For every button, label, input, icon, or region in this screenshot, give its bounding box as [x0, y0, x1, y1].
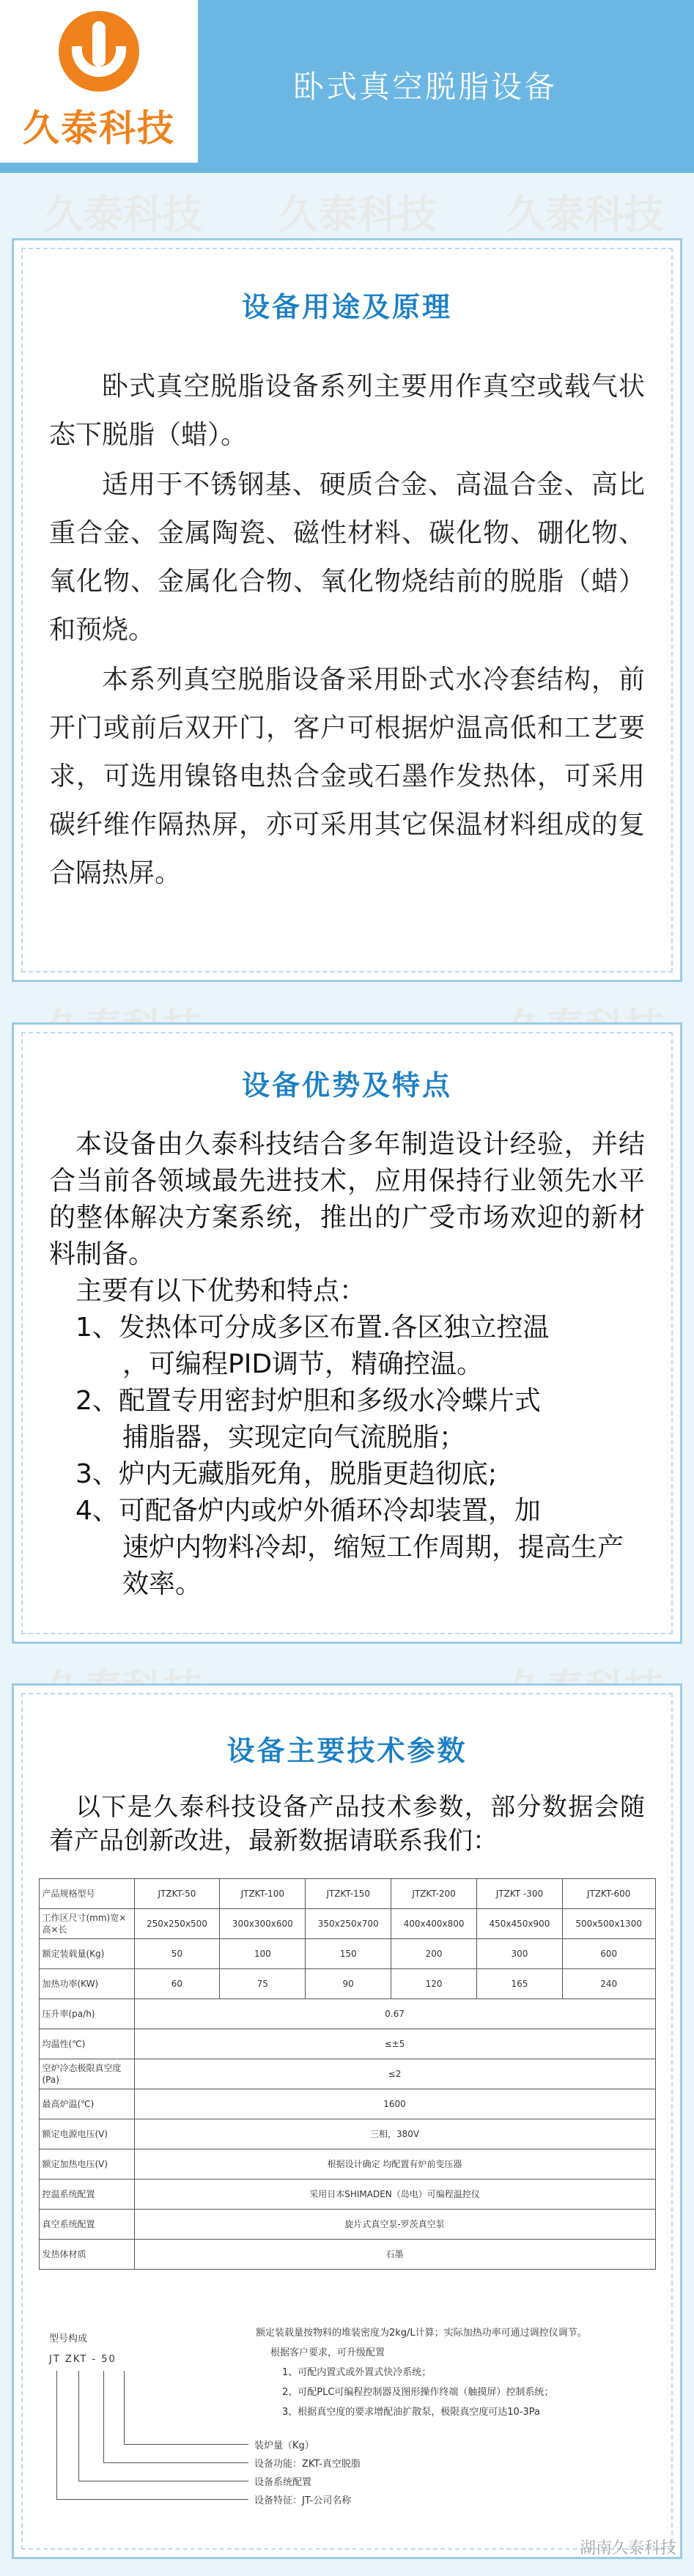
table-cell: 根据设计确定 均配置有炉前变压器 — [134, 2149, 655, 2180]
page-header — [0, 0, 694, 173]
table-cell: 额定装载量(Kg) — [39, 1939, 134, 1969]
table-row — [39, 2180, 655, 2210]
intro-text: 以下是久泰科技设备产品技术参数，部分数据会随着产品创新改进，最新数据请联系我们： — [49, 1793, 645, 1856]
table-row — [39, 1999, 655, 2029]
table-cell: JTZKT-50 — [134, 1879, 220, 1909]
table-cell: 300x300x600 — [220, 1909, 306, 1939]
table-cell: 加热功率(KW) — [39, 1969, 134, 1999]
section-tech-params — [12, 1683, 682, 2559]
model-line: 设备系统配置 — [254, 2477, 312, 2488]
table-cell: 额定电源电压(V) — [39, 2119, 134, 2149]
table-row — [39, 2119, 655, 2149]
table-cell: 旋片式真空泵-罗茨真空泵 — [134, 2210, 655, 2240]
watermark: 久泰科技 — [506, 191, 664, 237]
connector-line — [103, 2462, 248, 2463]
table-cell: 50 — [134, 1939, 220, 1969]
table-cell: ≤2 — [134, 2059, 655, 2089]
connector-line — [124, 2444, 248, 2445]
paragraph: 卧式真空脱脂设备系列主要用作真空或载气状态下脱脂（蜡）。 — [49, 372, 645, 450]
note-line: 1、可配内置式或外置式快冷系统； — [282, 2367, 432, 2378]
table-cell: JTZKT-100 — [220, 1879, 306, 1909]
table-cell: 最高炉温(℃) — [39, 2089, 134, 2119]
paragraph: 适用于不锈钢基、硬质合金、高温合金、高比重合金、金属陶瓷、磁性材料、碳化物、硼化物、氧化物、金属化合物、氧化物烧结前的脱脂（蜡）和预烧。 — [49, 470, 645, 645]
paragraph: 本系列真空脱脂设备采用卧式水冷套结构，前开门或前后双开门，客户可根据炉温高低和工艺要求，可选用镍铬电热合金或石墨作发热体，可采用碳纤维作隔热屏，亦可采用其它保温材料组成的复合隔热屏。 — [49, 665, 645, 888]
logo-icon — [59, 11, 139, 92]
table-cell: 采用日本SHIMADEN（岛电）可编程温控仪 — [134, 2180, 655, 2210]
model-line: 装炉量（Kg） — [254, 2440, 314, 2451]
connector-line — [56, 2499, 248, 2500]
table-cell: 均温性(℃) — [39, 2029, 134, 2059]
table-cell: 400x400x800 — [391, 1909, 477, 1939]
table-cell: 100 — [220, 1939, 306, 1969]
table-cell: JTZKT-150 — [306, 1879, 391, 1909]
table-cell: 120 — [391, 1969, 477, 1999]
table-cell: 250x250x500 — [134, 1909, 220, 1939]
section-purpose-principle — [12, 238, 682, 982]
watermark: 久泰科技 — [44, 191, 202, 237]
table-cell: 60 — [134, 1969, 220, 1999]
table-cell: 空炉冷态极限真空度(Pa) — [39, 2059, 134, 2089]
table-cell: JTZKT-200 — [391, 1879, 477, 1909]
feature-item: 2、配置专用密封炉胆和多级水冷蝶片式 捕脂器，实现定向气流脱脂； — [75, 1386, 541, 1453]
note-line: 额定装载量按物料的堆装密度为2kg/L计算；实际加热功率可通过调控仪调节。 — [256, 2328, 587, 2339]
connector-line — [103, 2371, 104, 2462]
section-title: 设备主要技术参数 — [226, 1735, 468, 1767]
feature-item: 4、可配备炉内或炉外循环冷却装置，加 速炉内物料冷却，缩短工作周期，提高生产效率。 — [75, 1496, 624, 1599]
table-row — [39, 2089, 655, 2119]
connector-line — [78, 2371, 79, 2481]
table-cell: 600 — [562, 1939, 655, 1969]
table-cell: 350x250x700 — [306, 1909, 391, 1939]
table-row — [39, 1939, 655, 1969]
table-cell: 200 — [391, 1939, 477, 1969]
table-row — [39, 2149, 655, 2180]
watermark: 久泰科技 — [278, 191, 437, 237]
model-title: 型号构成 — [49, 2333, 88, 2344]
table-cell: 500x500x1300 — [562, 1909, 655, 1939]
table-row — [39, 2210, 655, 2240]
notes — [256, 2323, 666, 2422]
table-cell: 150 — [306, 1939, 391, 1969]
table-cell: 75 — [220, 1969, 306, 1999]
table-cell: 额定加热电压(V) — [39, 2149, 134, 2180]
table-cell: 控温系统配置 — [39, 2180, 134, 2210]
model-line: 设备功能：ZKT-真空脱脂 — [254, 2459, 361, 2470]
section-title: 设备优势及特点 — [241, 1069, 452, 1101]
table-cell: 石墨 — [134, 2240, 655, 2270]
connector-line — [56, 2371, 57, 2499]
table-cell: 300 — [477, 1939, 563, 1969]
table-cell: 1600 — [134, 2089, 655, 2119]
intro-text: 本设备由久泰科技结合多年制造设计经验，并结合当前各领域最先进技术，应用保持行业领先水平的整体解决方案系统，推出的广受市场欢迎的新材料制备。 — [49, 1129, 645, 1269]
table-cell: 0.67 — [134, 1999, 655, 2029]
table-cell: 产品规格型号 — [39, 1879, 134, 1909]
section-title: 设备用途及原理 — [241, 291, 452, 323]
footer-credit: 湖南久泰科技 — [579, 2539, 676, 2558]
note-line: 2、可配PLC可编程控制器及图形操作终端（触摸屏）控制系统； — [282, 2387, 554, 2398]
logo — [0, 0, 198, 163]
table-header-row — [39, 1879, 655, 1909]
note-line: 根据客户要求，可升级配置 — [270, 2347, 385, 2358]
table-row — [39, 2059, 655, 2089]
feature-item: 1、发热体可分成多区布置.各区独立控温 ，可编程PID调节，精确控温。 — [75, 1313, 550, 1379]
table-row — [39, 1969, 655, 1999]
feature-subhead: 主要有以下优势和特点： — [75, 1276, 366, 1306]
table-cell: 90 — [306, 1969, 391, 1999]
table-row — [39, 1909, 655, 1939]
page-title: 卧式真空脱脂设备 — [293, 69, 558, 105]
params-table — [39, 1878, 656, 2270]
table-cell: ≤±5 — [134, 2029, 655, 2059]
table-cell: 165 — [477, 1969, 563, 1999]
table-cell: 240 — [562, 1969, 655, 1999]
table-row — [39, 2240, 655, 2270]
section-advantages — [12, 1022, 682, 1644]
table-cell: 压升率(pa/h) — [39, 1999, 134, 2029]
note-line: 3、根据真空度的要求增配油扩散泵，极限真空度可达10-3Pa — [282, 2407, 540, 2418]
table-cell: JTZKT -300 — [477, 1879, 563, 1909]
table-cell: 三相，380V — [134, 2119, 655, 2149]
table-cell: 发热体材质 — [39, 2240, 134, 2270]
connector-line — [124, 2371, 125, 2444]
model-code: JT ZKT - 50 — [49, 2354, 117, 2365]
feature-item: 3、炉内无藏脂死角，脱脂更趋彻底; — [75, 1459, 498, 1489]
logo-text: 久泰科技 — [23, 107, 175, 150]
table-cell: JTZKT-600 — [562, 1879, 655, 1909]
table-cell: 450x450x900 — [477, 1909, 563, 1939]
table-row — [39, 2029, 655, 2059]
model-line: 设备特征：JT-公司名称 — [254, 2495, 352, 2506]
table-cell: 真空系统配置 — [39, 2210, 134, 2240]
table-cell: 工作区尺寸(mm)宽×高×长 — [39, 1909, 134, 1939]
